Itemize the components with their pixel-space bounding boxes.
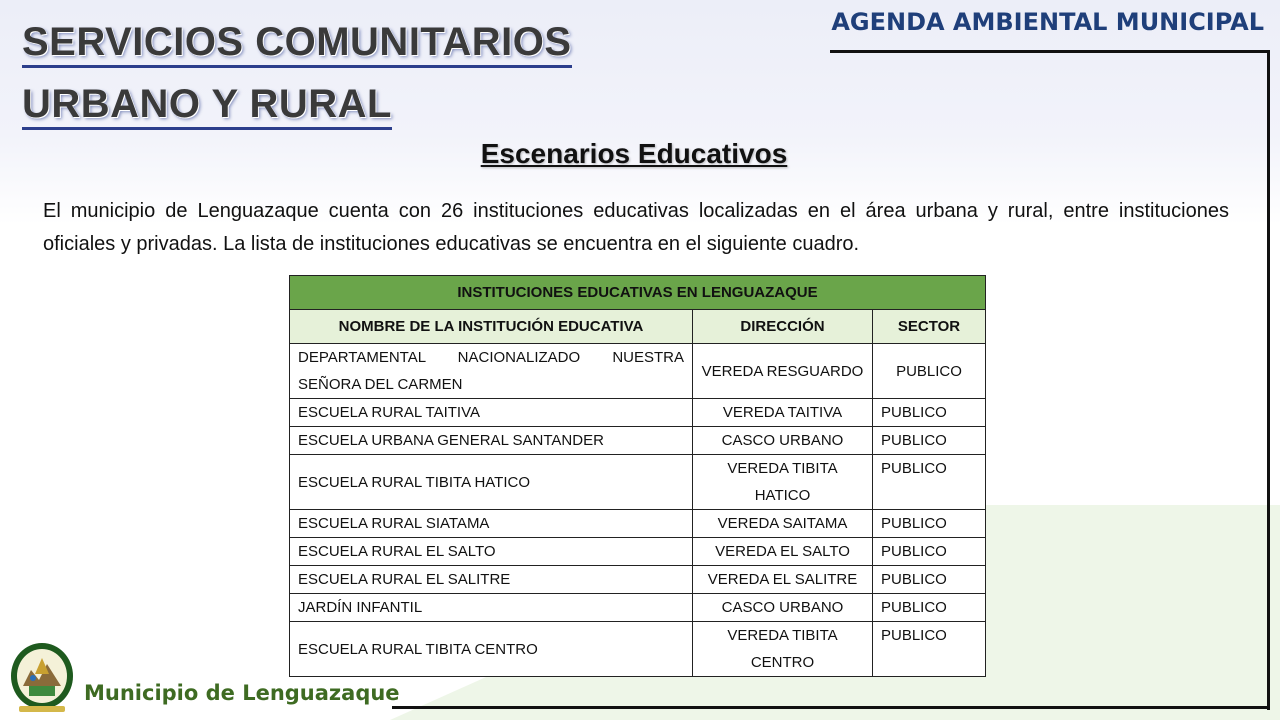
cell-sector: PUBLICO [873, 594, 986, 622]
table-row [290, 455, 986, 510]
cell-direccion: VEREDA SAITAMA [693, 510, 873, 538]
municipal-seal-icon [9, 640, 75, 716]
municipio-label: Municipio de Lenguazaque [84, 681, 400, 705]
cell-direccion: VEREDA TIBITA CENTRO [693, 622, 873, 677]
table-caption-row [290, 276, 986, 310]
title-line-1: SERVICIOS COMUNITARIOS [22, 20, 572, 68]
cell-sector: PUBLICO [873, 455, 986, 510]
table-row [290, 566, 986, 594]
cell-name: ESCUELA RURAL EL SALITRE [290, 566, 693, 594]
column-header-name: NOMBRE DE LA INSTITUCIÓN EDUCATIVA [290, 310, 693, 344]
cell-name: ESCUELA RURAL SIATAMA [290, 510, 693, 538]
table [289, 275, 986, 677]
table-row [290, 427, 986, 455]
institutions-table [289, 275, 985, 677]
cell-direccion: CASCO URBANO [693, 427, 873, 455]
cell-name: ESCUELA URBANA GENERAL SANTANDER [290, 427, 693, 455]
cell-name: ESCUELA RURAL TAITIVA [290, 399, 693, 427]
cell-sector: PUBLICO [873, 344, 986, 399]
cell-direccion: CASCO URBANO [693, 594, 873, 622]
cell-name: ESCUELA RURAL TIBITA CENTRO [290, 622, 693, 677]
cell-sector: PUBLICO [873, 566, 986, 594]
table-row [290, 399, 986, 427]
table-header-row [290, 310, 986, 344]
cell-name: JARDÍN INFANTIL [290, 594, 693, 622]
table-row [290, 594, 986, 622]
cell-direccion: VEREDA RESGUARDO [693, 344, 873, 399]
section-heading: Escenarios Educativos [480, 138, 788, 169]
table-caption: INSTITUCIONES EDUCATIVAS EN LENGUAZAQUE [290, 276, 986, 310]
frame-line-bottom [392, 706, 1270, 709]
cell-sector: PUBLICO [873, 538, 986, 566]
column-header-sector: SECTOR [873, 310, 986, 344]
cell-name: ESCUELA RURAL TIBITA HATICO [290, 455, 693, 510]
table-row [290, 344, 986, 399]
agenda-heading: AGENDA AMBIENTAL MUNICIPAL [831, 8, 1264, 36]
cell-name: ESCUELA RURAL EL SALTO [290, 538, 693, 566]
table-row [290, 538, 986, 566]
table-row [290, 622, 986, 677]
table-row [290, 510, 986, 538]
cell-direccion: VEREDA EL SALITRE [693, 566, 873, 594]
cell-name: DEPARTAMENTAL NACIONALIZADO NUESTRA SEÑORA DEL CARMEN [290, 344, 693, 399]
cell-sector: PUBLICO [873, 399, 986, 427]
cell-sector: PUBLICO [873, 427, 986, 455]
cell-direccion: VEREDA EL SALTO [693, 538, 873, 566]
cell-sector: PUBLICO [873, 622, 986, 677]
intro-paragraph: El municipio de Lenguazaque cuenta con 26 instituciones educativas localizadas en el área urbana y rural, entre instituciones oficiales y privadas. La lista de instituciones educativas se encuentra en el siguiente cuadro. [43, 200, 1229, 255]
cell-direccion: VEREDA TIBITA HATICO [693, 455, 873, 510]
column-header-direccion: DIRECCIÓN [693, 310, 873, 344]
title-line-2: URBANO Y RURAL [22, 82, 392, 130]
frame-line-top [830, 50, 1270, 53]
cell-sector: PUBLICO [873, 510, 986, 538]
cell-direccion: VEREDA TAITIVA [693, 399, 873, 427]
